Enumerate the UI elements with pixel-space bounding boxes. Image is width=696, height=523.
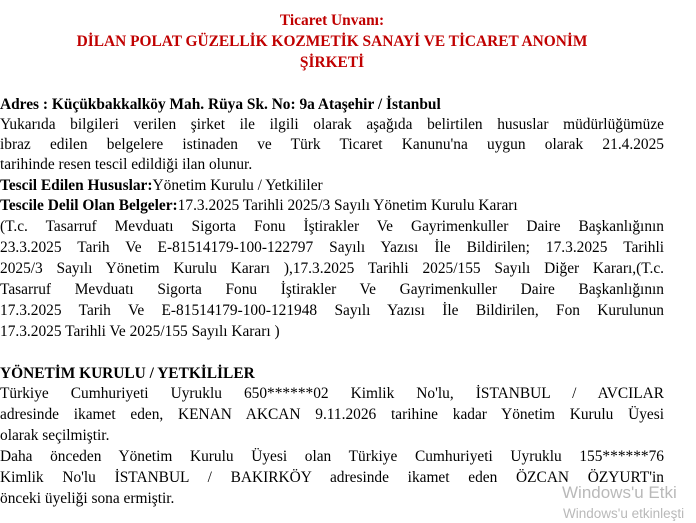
board-para1-line-3: olarak seçilmiştir.: [0, 427, 110, 444]
evidence-documents: [0, 196, 664, 216]
company-name-line1: DİLAN POLAT GÜZELLİK KOZMETİK SANAYİ VE TİCARET ANONİM: [76, 33, 588, 50]
evidence-line-5: 17.3.2025 Tarih Ve E-81514179-100-121948 Sayılı Yazısı İle Bildirilen, Fon Kurulunun: [0, 302, 664, 319]
board-para2-line-1: Daha önceden Yönetim Kurulu Üyesi olan Türkiye Cumhuriyeti Uyruklu 155******76: [0, 448, 664, 465]
board-para2-line-3: önceki üyeliği sona ermiştir.: [0, 490, 175, 507]
registered-label: Tescil Edilen Hususlar:: [0, 177, 153, 194]
intro-line-3: tarihinde resen tescil edildiği ilan olunur.: [0, 156, 253, 173]
intro-line-1: Yukarıda bilgileri verilen şirket ile ilgili olarak aşağıda belirtilen hususlar müdürlüğümüze: [0, 116, 664, 133]
registered-matters: [0, 176, 664, 196]
company-name-line2: ŞİRKETİ: [299, 54, 365, 71]
intro-line-2: ibraz edilen belgelere istinaden ve Türk Ticaret Kanunu'na uygun olarak 21.4.2025: [0, 136, 664, 153]
board-para1-line-2: adresinde ikamet eden, KENAN AKCAN 9.11.2026 tarihine kadar Yönetim Kurulu Üyesi: [0, 406, 664, 423]
evidence-line-2: 23.3.2025 Tarih Ve E-81514179-100-122797 Sayılı Yazısı İle Bildirilen; 17.3.2025 Tarihli: [0, 239, 664, 256]
board-para2-line-2: Kimlik No'lu İSTANBUL / BAKIRKÖY adresinde ikamet eden ÖZCAN ÖZYURT'in: [0, 469, 664, 486]
windows-activation-watermark-sub: Windows'u etkinleşti: [563, 506, 685, 521]
board-heading: YÖNETİM KURULU / YETKİLİLER: [0, 365, 255, 382]
registered-value: Yönetim Kurulu / Yetkililer: [152, 177, 323, 194]
evidence-line-6: 17.3.2025 Tarihli Ve 2025/155 Sayılı Kararı ): [0, 323, 280, 340]
trade-name-label: Ticaret Unvanı:: [279, 12, 385, 29]
evidence-line-1: (T.c. Tasarruf Mevduatı Sigorta Fonu İştirakler Ve Gayrimenkuller Daire Başkanlığının: [0, 218, 664, 235]
windows-activation-watermark: Windows'u Etki: [562, 483, 677, 502]
address-line: Adres : Küçükbakkalköy Mah. Rüya Sk. No: 9a Ataşehir / İstanbul: [0, 96, 441, 113]
board-para1-line-1: Türkiye Cumhuriyeti Uyruklu 650******02 Kimlik No'lu, İSTANBUL / AVCILAR: [0, 385, 664, 402]
evidence-label: Tescile Delil Olan Belgeler:: [0, 197, 178, 214]
evidence-first-line: 17.3.2025 Tarihli 2025/3 Sayılı Yönetim Kurulu Kararı: [177, 197, 518, 214]
evidence-line-3: 2025/3 Sayılı Yönetim Kurulu Kararı ),17.3.2025 Tarihli 2025/155 Sayılı Diğer Kararı,(T.c.: [0, 260, 664, 277]
evidence-line-4: Tasarruf Mevduatı Sigorta Fonu İştirakler Ve Gayrimenkuller Daire Başkanlığının: [0, 281, 664, 298]
